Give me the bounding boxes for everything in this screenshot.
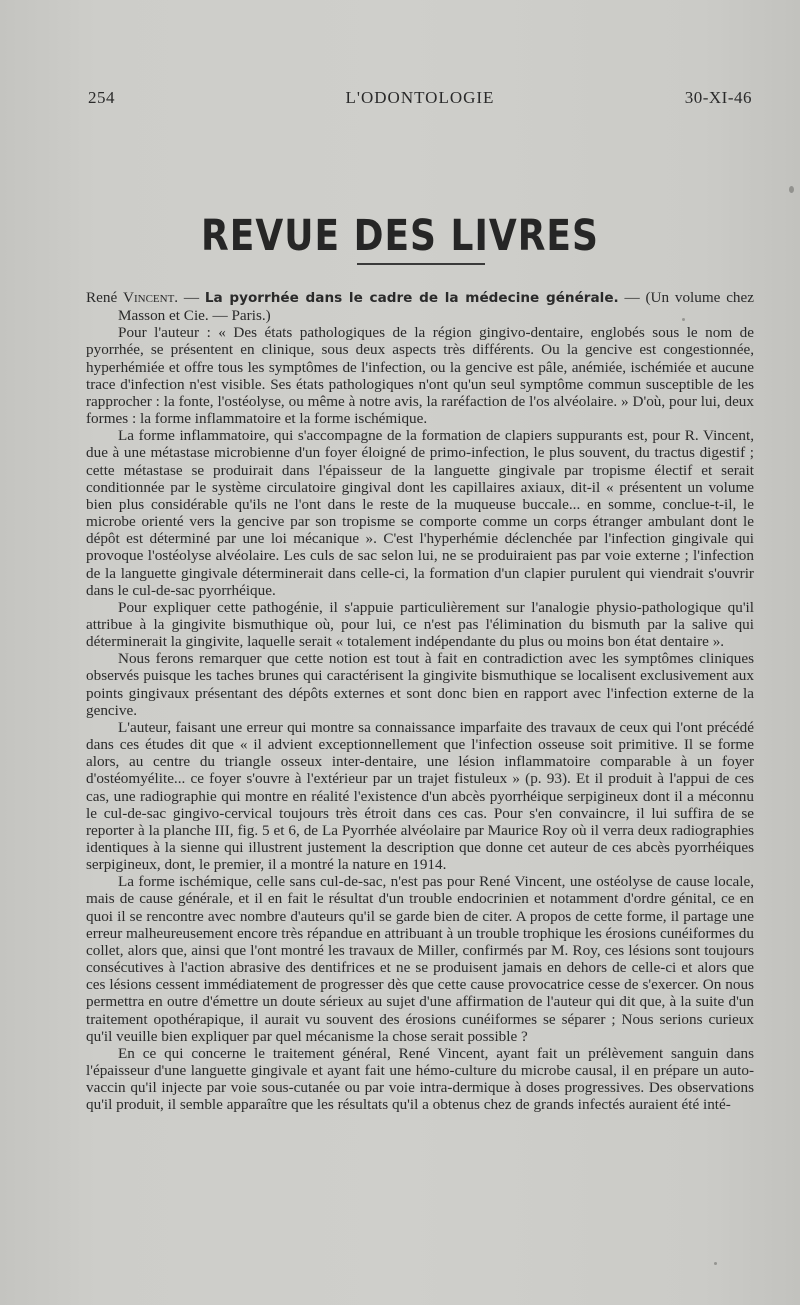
paragraph: En ce qui concerne le traitement général, René Vincent, ayant fait un prélèvement sanguin dans l'épaisseur d'une languette gingivale et ayant fait une hémo-culture du microbe causal, il en prépare un auto-vaccin qu'il injecte par voie sous-cutanée ou par voie intra-dermique à doses progressives. Des observations qu'il produit, il semble apparaître que les résultats qu'il a obtenus chez de grands infectés auraient été inté- bbox=[86, 1044, 754, 1114]
paragraph: L'auteur, faisant une erreur qui montre sa connaissance imparfaite des travaux de ceux qui l'ont précédé dans ces études dit que « il advient exceptionnellement que l'infection osseuse soit primitive. Il se forme alors, au centre du triangle osseux inter-dentaire, une lésion inflammatoire comparable à un foyer d'ostéomyélite... ce foyer s'ouvre à l'extérieur par un trajet fistuleux » (p. 93). Et il produit à l'appui de ces cas, une radiographie qui montre en réalité l'existence d'un abcès pyorrhéique serpigineux dont il a méconnu le cul-de-sac gingivo-cervical toujours très étroit dans ces cas. Pour s'en convaincre, il lui suffira de se reporter à la planche III, fig. 5 et 6, de La Pyorrhée alvéolaire par Maurice Roy où il verra deux radiographies identiques à la sienne qui illustrent justement la description que donne cet auteur de ces abcès pyorrhéiques serpigineux, dont, le premier, il a montré la nature en 1914. bbox=[86, 718, 754, 874]
paper-speck bbox=[714, 1262, 717, 1265]
paragraph: La forme inflammatoire, qui s'accompagne de la formation de clapiers suppurants est, pour R. Vincent, due à une métastase microbienne d'un foyer éloigné de primo-infection, le plus souvent, du tractus digestif ; cette métastase se produirait dans l'épaisseur de la languette gingivale par tropisme électif et serait conditionnée par le système circulatoire gingival dont les capillaires axiaux, dit-il « présentent un volume bien plus considérable qu'ils ne l'ont dans le reste de la muqueuse buccale... en somme, conclue-t-il, le microbe orienté vers la gencive par son tropisme se comporte comme un corps étranger ambulant dont le dépôt est déterminé par une loi mécanique ». C'est l'hyperhémie déclenchée par l'infection gingivale qui provoque l'ostéolyse alvéolaire. Les culs de sac selon lui, ne se produiraient pas par voie externe ; l'infection de la languette gingivale déterminerait dans celle-ci, la formation d'un clapier purulent qui viendrait s'ouvrir dans le cul-de-sac pyorrhéique. bbox=[86, 427, 754, 599]
author-last-name: Vincent bbox=[123, 289, 175, 306]
paragraph: Pour l'auteur : « Des états pathologiques de la région gingivo-dentaire, englobés sous le nom de pyorrhée, se présentent en clinique, sous deux aspects très différents. Ou la gencive est congestionnée, hyperhémiée et offre tous les symptômes de l'infection, ou la gencive est pâle, anémiée, ischémiée et aucune trace d'infection n'est visible. Ses états pathologiques n'ont qu'un seul symptôme commun susceptible de les rapprocher : la fonte, l'ostéolyse, ou même à notre avis, la raréfaction de l'os alvéolaire. » D'où, pour lui, deux formes : la forme inflammatoire et la forme ischémique. bbox=[86, 324, 754, 428]
paper-speck bbox=[789, 186, 794, 193]
book-title: La pyorrhée dans le cadre de la médecine générale. bbox=[204, 290, 619, 306]
book-details: — (Un volume chez Masson et Cie. — Paris.) bbox=[118, 289, 755, 325]
reference-separator: . — bbox=[174, 289, 205, 306]
issue-date: 30-XI-46 bbox=[684, 88, 752, 107]
author-first-name: René bbox=[86, 289, 118, 306]
book-reference bbox=[86, 289, 754, 324]
page-number: 254 bbox=[88, 88, 115, 107]
paragraph: Nous ferons remarquer que cette notion est tout à fait en contradiction avec les symptômes cliniques observés puisque les taches brunes qui caractérisent la gingivite bismuthique se localisent exclusivement aux points gingivaux présentant des dépôts externes et sont donc bien en rapport avec l'infection externe de la gencive. bbox=[86, 650, 754, 719]
running-head bbox=[88, 88, 752, 112]
section-title: REVUE DES LIVRES bbox=[201, 212, 599, 261]
journal-title: L'ODONTOLOGIE bbox=[345, 88, 495, 107]
paper-speck bbox=[682, 318, 685, 321]
review-body bbox=[86, 289, 754, 1114]
paragraph: Pour expliquer cette pathogénie, il s'appuie particulièrement sur l'analogie physio-pathologique qu'il attribue à la gingivite bismuthique où, pour lui, ce n'est pas l'élimination du bismuth par la salive qui déterminerait la gingivite, laquelle serait « totalement indépendante du plus ou moins bon état dentaire ». bbox=[86, 598, 754, 651]
paragraph: La forme ischémique, celle sans cul-de-sac, n'est pas pour René Vincent, une ostéolyse de cause locale, mais de cause générale, et il en fait le résultat d'un trouble endocrinien et notamment d'ordre génital, ce en quoi il se rencontre avec nombre d'auteurs qu'il se garde bien de citer. A propos de cette forme, il partage une erreur malheureusement encore très répandue en attribuant à un trouble trophique les érosions cunéiformes du collet, alors que, ainsi que l'ont montré les travaux de Miller, confirmés par M. Roy, ces lésions sont toujours consécutives à l'action abrasive des dentifrices et ne se produisent jamais en dehors de celle-ci et alors que ces lésions cessent immédiatement de progresser dès que cette cause provocatrice cesse de s'exercer. On nous permettra en outre d'émettre un doute sérieux au sujet d'une affirmation de l'auteur qui dit que, à la suite d'un traitement opothérapique, il aurait vu souvent des érosions cunéiformes se séparer ; Nous serions curieux qu'il veuille bien expliquer par quel mécanisme la chose serait possible ? bbox=[86, 873, 754, 1045]
title-rule bbox=[357, 263, 485, 265]
